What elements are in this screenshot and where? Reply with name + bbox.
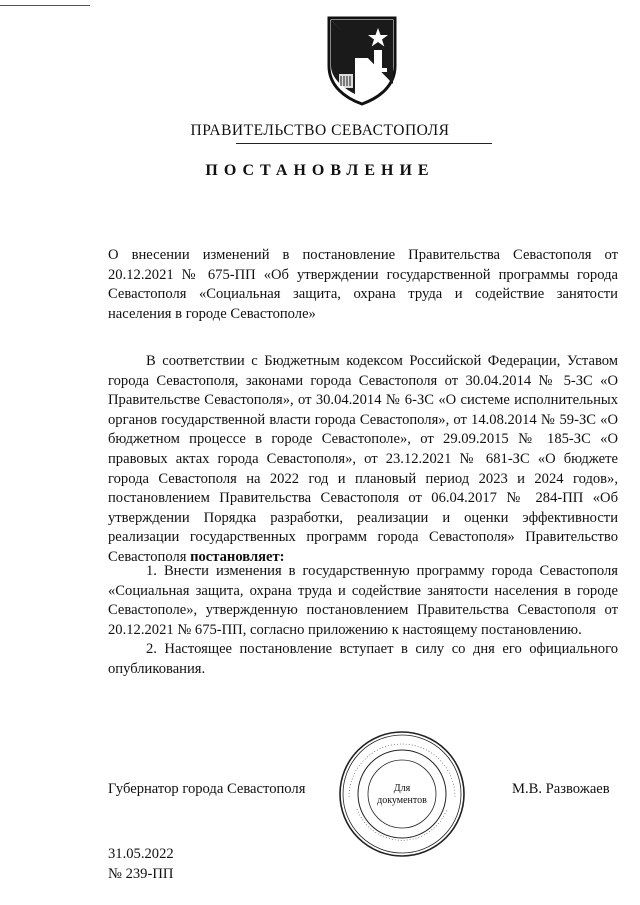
signatory-name: М.В. Развожаев (512, 781, 610, 797)
seal-text-line2: документов (377, 795, 427, 806)
coat-of-arms-icon (325, 14, 399, 106)
document-footer (108, 845, 174, 884)
signatory-position: Губернатор города Севастополя (108, 781, 306, 797)
preamble-text: В соответствии с Бюджетным кодексом Российской Федерации, Уставом города Севастополя, законами города Севастополя от 30.04.2014 № 5-ЗС «О Правительстве Севастополя», от 30.04.2014 № 6-ЗС «О системе исполнительных органов государственной власти города Севастополя», от 14.08.2014 № 59-ЗС «О бюджетном процессе в городе Севастополе», от 29.09.2015 № 185-ЗС «О правовых актах города Севастополя», от 23.12.2021 № 681-ЗС «О бюджете города Севастополя на 2022 год и плановый период 2023 и 2024 годов», постановлением Правительства Севастополя от 06.04.2017 № 284-ПП «Об утверждении Порядка разработки, реализации и оценки эффективности реализации государственных программ города Севастополя» Правительство Севастополя (108, 353, 618, 565)
official-seal-icon (337, 729, 467, 859)
seal-text-line1: Для (393, 783, 411, 794)
preamble (108, 352, 618, 568)
subject-text: О внесении изменений в постановление Правительства Севастополя от 20.12.2021 № 675-ПП «Об утверждении государственной программы города Севастополя «Социальная защита, охрана труда и содействие занятости населения в городе Севастополе» (108, 247, 618, 322)
document-number: № 239-ПП (108, 865, 174, 882)
preamble-paragraph (108, 352, 618, 568)
document-date: 31.05.2022 (108, 846, 174, 862)
resolution-item-1: 1. Внести изменения в государственную программу города Севастополя «Социальная защита, охрана труда и содействие занятости населения в городе Севастополе», утвержденную постановлением Правительства Севастополя от 20.12.2021 № 675-ПП, согласно приложению к настоящему постановлению. (108, 563, 618, 638)
resolution-item-2: 2. Настоящее постановление вступает в силу со дня его официального опубликования. (108, 641, 618, 677)
document-subject (108, 246, 618, 324)
document-type: ПОСТАНОВЛЕНИЕ (205, 162, 435, 179)
government-title: ПРАВИТЕЛЬСТВО СЕВАСТОПОЛЯ (190, 122, 450, 139)
resolution-items (108, 562, 618, 680)
corner-mark (0, 5, 90, 6)
resolves-word: постановляет: (190, 548, 285, 565)
title-underline (236, 143, 492, 144)
